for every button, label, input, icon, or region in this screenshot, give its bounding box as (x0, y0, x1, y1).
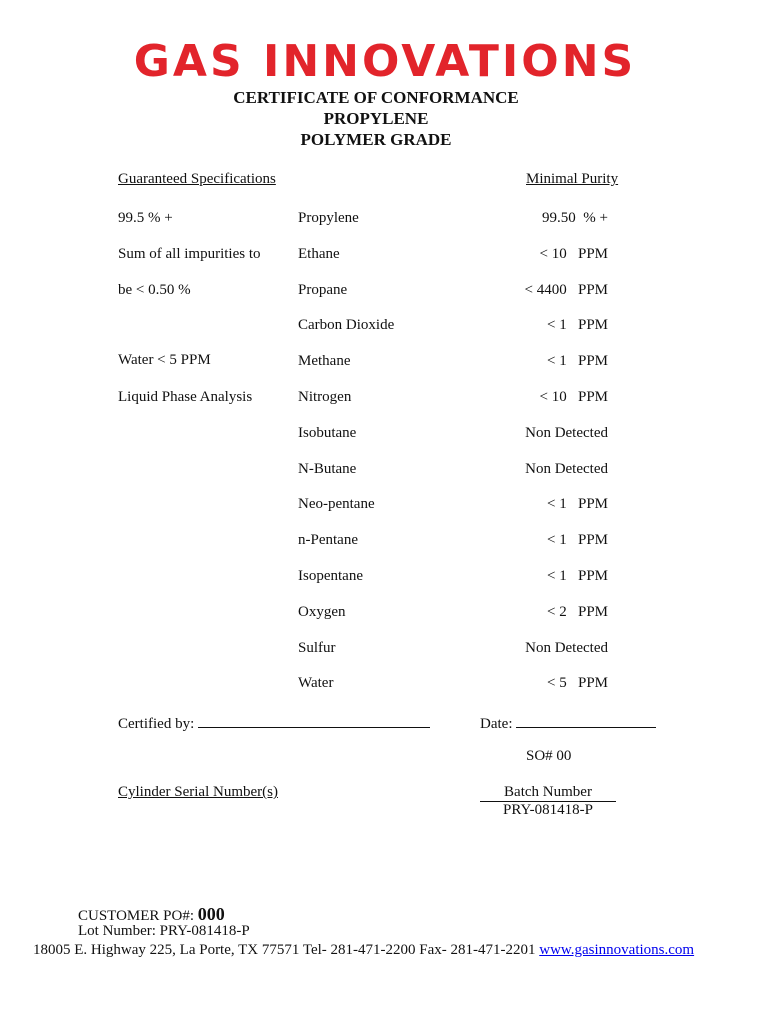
guaranteed-specifications-header: Guaranteed Specifications (118, 171, 276, 187)
component-value: < 4400 PPM (524, 281, 608, 298)
component-name: N-Butane (298, 460, 357, 477)
spec-impurities-limit: be < 0.50 % (118, 282, 191, 298)
company-address (33, 942, 694, 959)
signature-line (198, 712, 430, 728)
customer-po-label: CUSTOMER PO#: (78, 908, 195, 924)
spec-purity: 99.5 % + (118, 210, 173, 226)
component-value: < 1 PPM (547, 317, 608, 334)
component-value: < 2 PPM (547, 603, 608, 620)
component-value: < 10 PPM (539, 389, 608, 405)
component-value: 99.50 % + (542, 210, 608, 226)
company-logo: GAS INNOVATIONS (133, 36, 637, 87)
component-name: Propane (298, 281, 348, 298)
spec-water: Water < 5 PPM (118, 352, 211, 368)
component-name: Sulfur (298, 639, 336, 656)
date-line (516, 712, 656, 728)
website-link[interactable]: www.gasinnovations.com (539, 942, 695, 958)
component-value: < 10 PPM (539, 245, 608, 262)
component-name: Isobutane (298, 424, 357, 441)
date-field (480, 712, 656, 733)
customer-po (78, 904, 225, 925)
component-value: < 1 PPM (547, 532, 608, 549)
component-value: < 5 PPM (547, 675, 608, 692)
minimal-purity-header: Minimal Purity (526, 171, 619, 187)
component-name: Oxygen (298, 603, 346, 620)
component-name: Nitrogen (298, 389, 352, 405)
component-name: n-Pentane (298, 532, 358, 549)
component-name: Carbon Dioxide (298, 317, 395, 334)
certified-by (118, 712, 430, 733)
cylinder-serial-label: Cylinder Serial Number(s) (118, 784, 278, 800)
batch-number-label: Batch Number (480, 784, 616, 802)
spec-liquid-phase: Liquid Phase Analysis (118, 389, 253, 405)
component-name: Water (298, 675, 334, 692)
component-value: Non Detected (525, 460, 608, 477)
component-name: Methane (298, 353, 351, 370)
product-name: PROPYLENE (323, 109, 429, 128)
component-name: Ethane (298, 245, 340, 262)
component-value: < 1 PPM (547, 568, 608, 584)
lot-number: Lot Number: PRY-081418-P (78, 923, 250, 939)
product-grade: POLYMER GRADE (300, 130, 452, 149)
component-value: Non Detected (525, 424, 608, 441)
batch-number-value: PRY-081418-P (502, 802, 594, 818)
certified-by-label: Certified by: (118, 716, 195, 732)
component-name: Isopentane (298, 568, 363, 584)
component-value: Non Detected (525, 639, 608, 656)
component-value: < 1 PPM (547, 496, 608, 513)
component-name: Neo-pentane (298, 496, 375, 513)
customer-po-value: 000 (197, 904, 225, 924)
sales-order-number: SO# 00 (526, 748, 572, 764)
component-name: Propylene (298, 210, 359, 226)
spec-impurities: Sum of all impurities to (118, 246, 261, 262)
date-label: Date: (480, 716, 513, 732)
component-value: < 1 PPM (547, 353, 608, 370)
certificate-title: CERTIFICATE OF CONFORMANCE (233, 88, 519, 107)
address-text: 18005 E. Highway 225, La Porte, TX 77571 Tel- 281-471-2200 Fax- 281-471-2201 (33, 942, 536, 958)
